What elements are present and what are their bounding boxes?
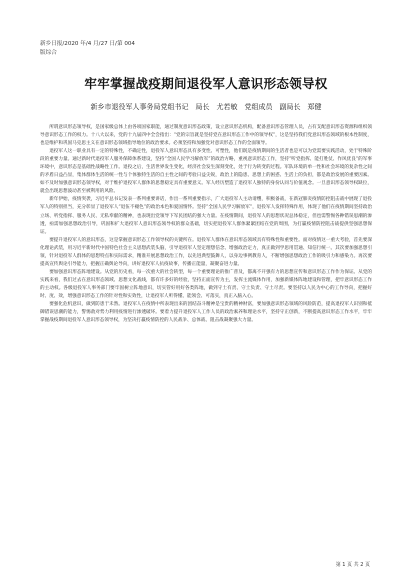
article-paragraph: 新年伊始，疫情突袭，习近平总书记发表一系列重要讲话，作出一系列重要指示，广大退役军人主动请缨，积极备战，在新冠肺炎疫情防控阻击战中展现了退役军人的特别担当，充分彰显了退役军人“退伍不褪色”的政治本色和爱国情怀。坚持“全国人民学习解放军”，退役军人发挥特殊作用，体现了他们在疫情期间坚持政治立场、听党指挥、服务人民、无私奉献的精神，也表现出党领导下军民团结的强大力量。在疫情期间，退役军人的思想状况总体稳定，但也需警惕各种错误思潮的渗透，亟需加强思想政治引导，巩固和扩大退役军人意识形态领导权的群众基础，切实把退役军人群体紧紧团结在党的周围，为打赢疫情防控阻击战提供坚强思想保证。 (40, 197, 372, 235)
article-paragraph: 所谓意识形态领导权，是国家级总体上由各项国家职能，通过制度意识形态政策，设立意识形态机构，配备意识形态管理人员，占有支配意识形态资源和组织领导意识形态工作的权力。十八大以来，党的十九届四中全会指出：“党的宗旨就是坚持党在意识形态工作中的领导权”，这是坚持我们党意识形态领域的根本性制度，也是维护和巩固马克思主义在意识形态领域指导地位的政治要求。必须坚持和加强党对意识形态工作的全面领导。 (40, 125, 372, 147)
article-byline: 新乡市退役军人事务局党组书记 局长 尤若敏 党组成员 副局长 郑健 (90, 103, 322, 111)
article-paragraph: 要强化危机意识，做到防患于未然。退役军人在疫情中所表现出来的团结奋斗精神是宝贵的精神财富，要加强意识形态领域的风险防范，提高退役军人识别和抵御错误思潮的能力，警惕敌对势力利用疫情进行渗透破坏。要着力提升退役军人工作人员的政治素养和理论水平，坚持守正创新，不断提高意识形态工作水平，牢牢掌握战疫期间退役军人意识形态领导权，为坚决打赢疫情防控的人民战争、总体战、阻击战凝聚强大力量。 (40, 302, 372, 324)
section-label: 版综合 (40, 50, 57, 56)
article-body (40, 124, 372, 325)
page-footer: 第 1 页 共 2 页 (335, 562, 370, 568)
article-paragraph: 要加强意识形态阵地建设。从党的历史看，每一次重大的社会转型，每一个重要理论的推广普及，都离不开强有力的思想宣传和意识形态工作作为保证。从党的实践来看，我们过去在意识形态领域、思想文化战线，都有许多好的经验，坚持正面宣传为主，发挥主流媒体作用，加强新媒体阵地建设和管理，把牢意识形态工作的主动权。各级退役军人事务部门要牢固树立阵地意识，切实管好用好各类阵地，做到守土有责、守土负责、守土尽责。要坚持以人民为中心的工作导向，把握好时、度、效，增强意识形态工作的针对性和实效性，让退役军人听得懂、能领会、可落实，真正入脑入心。 (40, 269, 372, 299)
article-paragraph: 要提升退役军人的意识形态，这是掌握意识形态工作领导权的关键所在。退役军人群体在意识形态领域具有特殊性和重要性。面对疫情这一重大考验，首先要深化理论武装，用习近平新时代中国特色社会主义思想武装头脑，引导退役军人坚定理想信念、增强政治定力，真正做到学思用贯通、知信行统一。其次要加强思想引领，针对退役军人群体的思想特点和实际需求，精准开展思想政治工作，以先进典型鼓舞人，以身边事例教育人，不断增强思想政治工作的吸引力和感染力。再次要提高宣传舆论引导能力，把握正确舆论导向，讲好退役军人抗疫故事，传播正能量，凝聚奋进力量。 (40, 237, 372, 267)
source-line: 新乡日报/2020 年/4 月/27 日/第 004 (40, 41, 135, 47)
article-title: 牢牢掌握战疫期间退役军人意识形态领导权 (84, 76, 328, 91)
article-paragraph: 退役军人这一职业具有一定的特殊性，不确定性，退役军人意识形态具有多变性、可塑性，他们既是疫情期间的生活者也是可以为党需要实践活动，处于特殊阶段的重要力量。通过新时代退役军人服务保障体系建设，坚持“全国人民学习解放军”的政治方略，重视意识形态工作，坚持“听党指挥、能打胜仗、作风优良”的军事环境中，意识形态是基础性战略性工作。退役之后，生活世界发生变化，经济社会发生深刻变化，处于行为转变的过程。军队环境的单一性和社会环境的复杂性之间的矛盾日益凸显，集体群体生活的统一性与个体独特生活的自主性之间的考验日益尖锐，政治上的隐患、思想上的困惑、生活上的负担，都是政治发展的重要因素。如不及时加强意识形态领导权，对于维护退役军人群体的思想稳定具有重要意义。军人经历塑造了退役军人独特的身份认同与价值观念。一旦意识形态领导权缺位，就会出现思想波动甚至被利用的风险。 (40, 149, 372, 195)
